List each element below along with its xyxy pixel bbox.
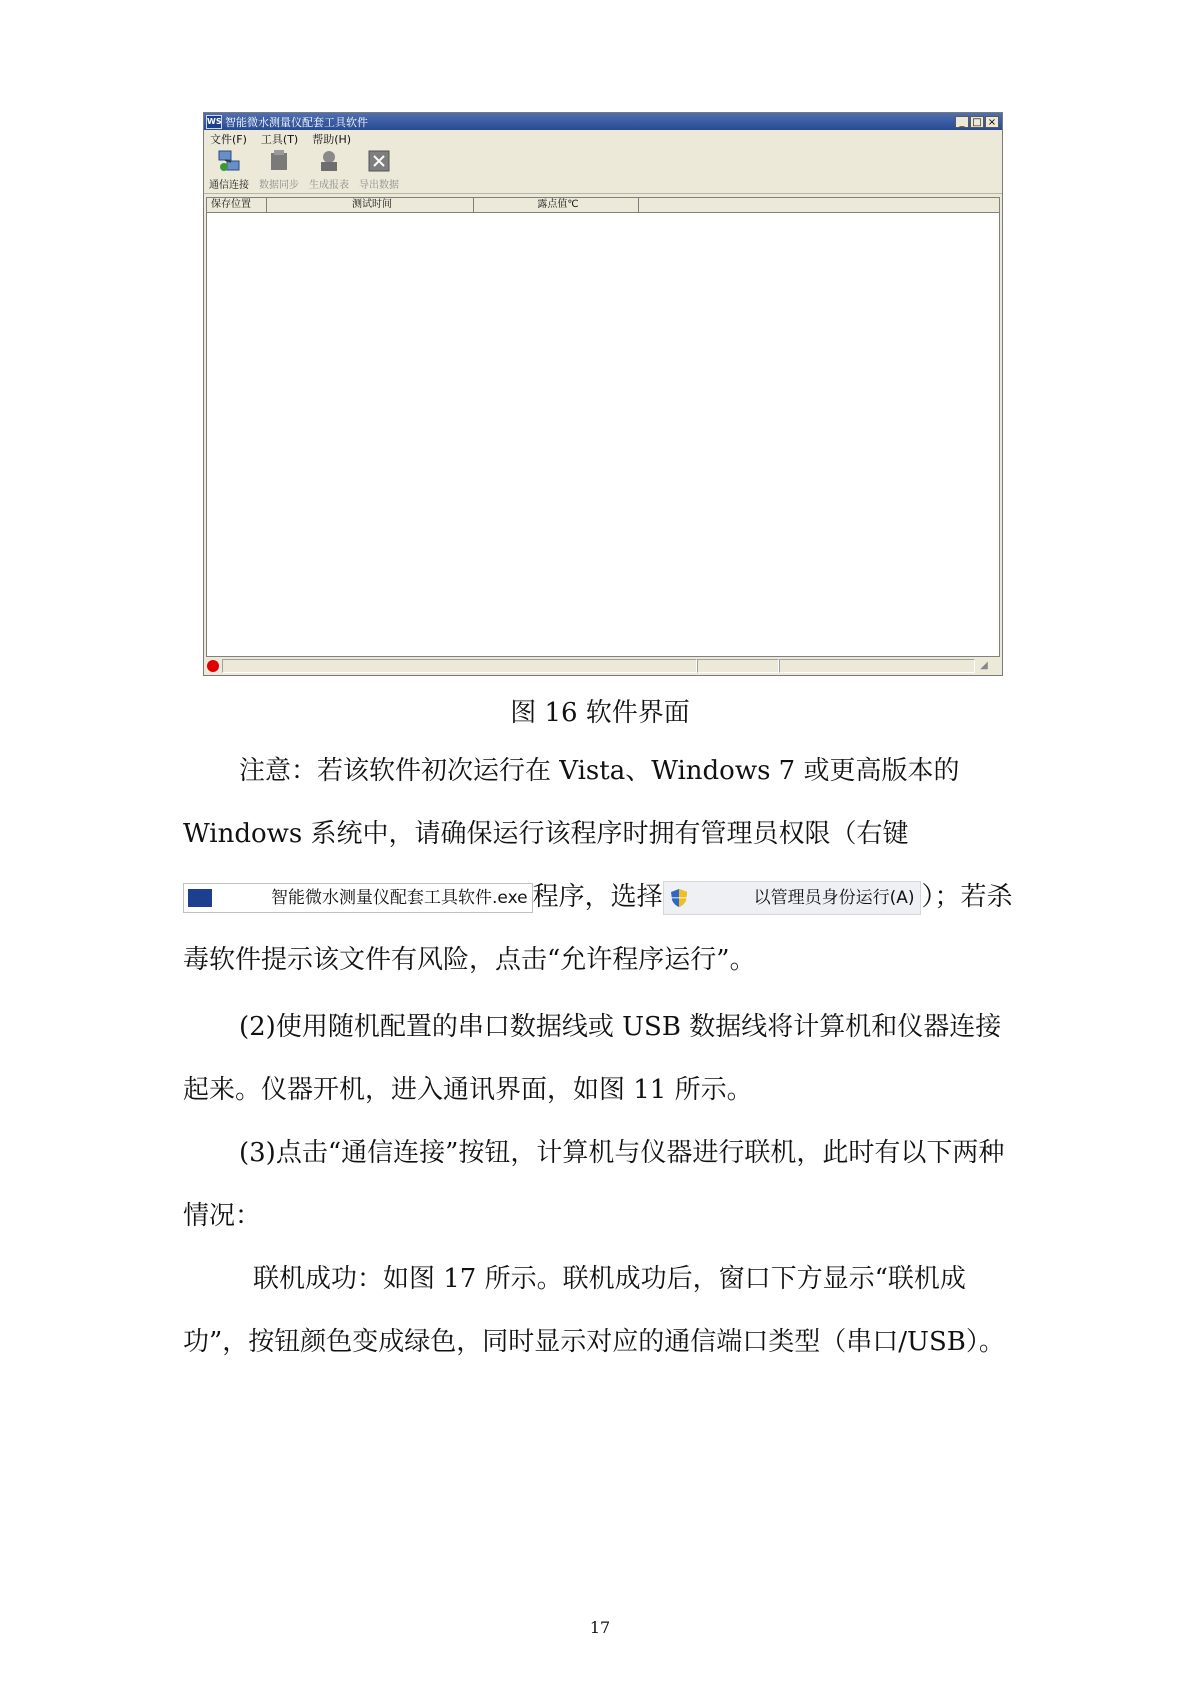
connect-label: 通信连接	[209, 180, 249, 191]
status-bar	[204, 657, 1002, 675]
column-header-time[interactable]: 测试时间	[267, 198, 474, 212]
toolbar	[204, 147, 1002, 194]
status-panel-2	[697, 659, 779, 673]
paragraph-step-2: (2)使用随机配置的串口数据线或 USB 数据线将计算机和仪器连接起来。仪器开机，进入通讯界面，如图 11 所示。	[183, 1012, 1002, 1105]
window-controls	[955, 116, 999, 128]
list-header	[207, 198, 999, 213]
status-panel-3	[779, 659, 975, 673]
close-button[interactable]: ×	[985, 116, 999, 128]
paragraph-connect-success: 联机成功：如图 17 所示。联机成功后，窗口下方显示“联机成功”，按钮颜色变成绿色，同时显示对应的通信端口类型（串口/USB）。	[183, 1264, 1005, 1357]
maximize-button[interactable]: □	[970, 116, 984, 128]
resize-grip-icon[interactable]: ◢	[980, 660, 988, 671]
note-text-b: 程序，选择	[532, 882, 663, 912]
app-logo-icon: WS	[206, 115, 222, 129]
minimize-button[interactable]: _	[955, 116, 969, 128]
inline-file-name: 智能微水测量仪配套工具软件.exe	[271, 887, 528, 908]
column-header-location[interactable]: 保存位置	[207, 198, 267, 212]
sync-icon	[266, 148, 292, 174]
note-text-c: ）；若杀毒软件提示该文件有风险，点击“允许程序运行”。	[183, 882, 1013, 975]
report-icon	[316, 148, 342, 174]
menu-file[interactable]: 文件(F)	[210, 132, 247, 146]
inline-file-screenshot	[183, 883, 533, 913]
data-list[interactable]	[206, 197, 1000, 657]
inline-admin-label: 以管理员身份运行(A)	[753, 887, 915, 908]
export-button[interactable]	[356, 148, 402, 193]
page-number: 17	[589, 1618, 611, 1637]
inline-admin-screenshot	[663, 881, 922, 915]
window-title: 智能微水测量仪配套工具软件	[225, 115, 368, 129]
title-bar	[204, 113, 1002, 130]
connection-status-icon	[207, 660, 219, 672]
app-window	[203, 112, 1003, 676]
export-label: 导出数据	[359, 180, 399, 191]
note-text-a: 注意：若该软件初次运行在 Vista、Windows 7 或更高版本的 Windows 系统中，请确保运行该程序时拥有管理员权限（右键	[183, 756, 960, 849]
file-logo-icon: WS	[188, 889, 212, 907]
report-button[interactable]	[306, 148, 352, 193]
uac-shield-icon	[670, 888, 688, 908]
paragraph-step-3: (3)点击“通信连接”按钮，计算机与仪器进行联机，此时有以下两种情况：	[183, 1138, 1005, 1231]
column-header-dewpoint[interactable]: 露点值℃	[474, 198, 639, 212]
sync-label: 数据同步	[259, 180, 299, 191]
network-connect-icon	[216, 148, 242, 174]
menu-tools[interactable]: 工具(T)	[260, 132, 299, 146]
status-panel-main	[222, 659, 697, 673]
report-label: 生成报表	[309, 180, 349, 191]
connect-button[interactable]	[206, 148, 252, 193]
sync-button[interactable]	[256, 148, 302, 193]
export-icon	[366, 148, 392, 174]
paragraph-note	[183, 740, 1026, 992]
menu-bar	[204, 130, 1002, 147]
menu-help[interactable]: 帮助(H)	[312, 132, 352, 146]
figure-caption: 图 16 软件界面	[510, 698, 690, 728]
